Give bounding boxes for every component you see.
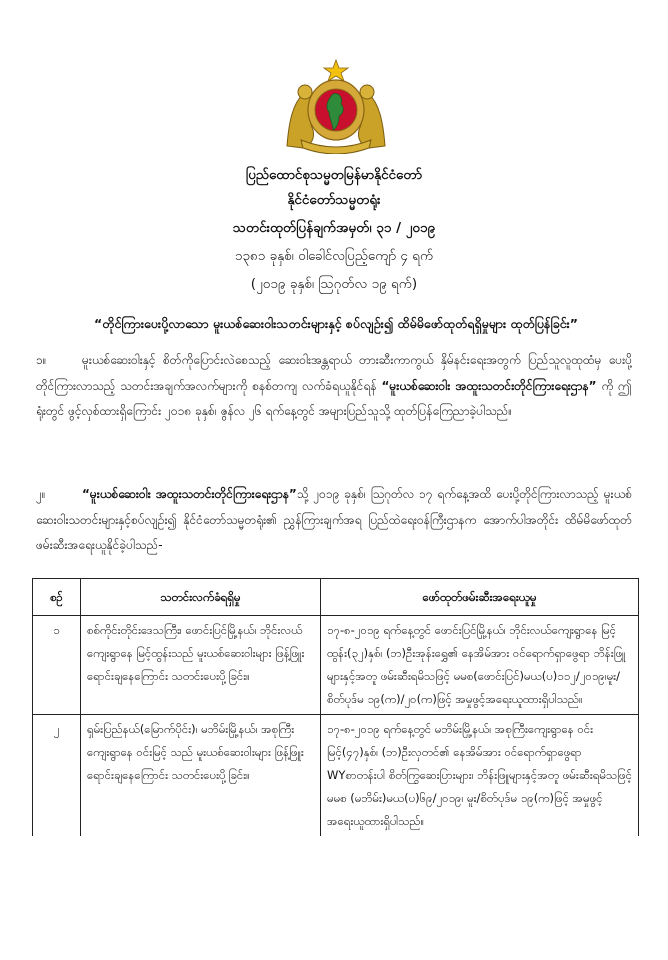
document-title: “တိုင်ကြားပေးပို့လာသော မူးယစ်ဆေးဝါးသတင်းများနှင့် စပ်လျဉ်း၍ ထိမ်မိဖော်ထုတ်ရရှိမှုများ ထုတ်ပြန်ခြင်း” <box>94 316 578 331</box>
paragraph-text: ကို ဤရုံးတွင် ဖွင့်လှစ်ထားရှိကြောင်း ၂၀၁၈ ခုနှစ်၊ ဇွန်လ ၂၆ ရက်နေ့တွင် အများပြည်သူသို့ ထုတ်ပြန်ကြေညာခဲ့ပါသည်။ <box>36 378 632 418</box>
table-row <box>33 715 639 837</box>
report-cell: စစ်ကိုင်းတိုင်းဒေသကြီး၊ ဖောင်းပြင်မြို့နယ်၊ ဘိုင်းလယ်ကျေးရွာနေ မြင့်ထွန်းသည် မူးယစ်ဆေးဝါးများ ဖြန့်ဖြူးရောင်းချနေကြောင်း သတင်းပေးပို့ခြင်း။ <box>81 616 321 715</box>
country-name: ပြည်ထောင်စုသမ္မတမြန်မာနိုင်ငံတော် <box>245 167 423 183</box>
row-number: ၁ <box>33 616 81 715</box>
paragraph-text: မူးယစ်ဆေးဝါးနှင့် စိတ်ကိုပြောင်းလဲစေသည့် ဆေးဝါးအန္တရာယ် တားဆီးကာကွယ် နှိမ်နင်းရေးအတွက် ပြည်သူလူထုထံမှ ပေးပို့တိုင်ကြားလာသည့် သတင်းအချက်အလက်များကို စနစ်တကျ လက်ခံရယူနိုင်ရန် <box>36 353 632 393</box>
column-header-action: ဖော်ထုတ်ဖမ်းဆီးအရေးယူမှု <box>321 579 639 616</box>
action-cell: ၁၇-၈-၂၀၁၉ ရက်နေ့တွင် မဘိမ်းမြို့နယ်၊ အစုကြီးကျေးရွာနေ ဝင်းမြင့်(၄၇)နှစ်၊ (ဘ)ဦးလှတင်၏ နေအိမ်အား ဝင်ရောက်ရှာဖွေရာ WYစာတန်းပါ စိတ်ကြွဆေးပြားများ၊ ဘိန်းဖြူများနှင့်အတူ ဖမ်းဆီးရမိသဖြင့် မမစ (မဘိမ်း)မယ(ပ)၆၉/၂၀၁၉၊ မူး/စိတ်ပုဒ်မ ၁၉(က)ဖြင့် အမှုဖွင့် အရေးယူထားရှိပါသည်။ <box>321 715 639 837</box>
report-cell: ရှမ်းပြည်နယ်(မြောက်ပိုင်း)၊ မဘိမ်းမြို့နယ်၊ အစုကြီးကျေးရွာနေ ဝင်းမြင့် သည် မူးယစ်ဆေးဝါးများ ဖြန့်ဖြူးရောင်းချနေကြောင်း သတင်းပေးပို့ခြင်း။ <box>81 715 321 837</box>
paragraph-2 <box>36 482 632 564</box>
gregorian-date: (၂၀၁၉ ခုနှစ်၊ ဩဂုတ်လ ၁၉ ရက်) <box>250 276 418 292</box>
department-name: “မူးယစ်ဆေးဝါး အထူးသတင်းတိုင်ကြားရေးဌာန” <box>82 487 297 501</box>
press-release-number: သတင်းထုတ်ပြန်ချက်အမှတ်၊ ၃၁ / ၂၀၁၉ <box>232 220 436 236</box>
state-seal-icon <box>283 58 389 154</box>
column-header-report: သတင်းလက်ခံရရှိမှု <box>81 579 321 616</box>
department-name: “မူးယစ်ဆေးဝါး အထူးသတင်းတိုင်ကြားရေးဌာန” <box>381 378 597 393</box>
seizure-table <box>32 578 639 836</box>
table-header-row <box>33 579 639 616</box>
column-header-no: စဉ် <box>33 579 81 616</box>
row-number: ၂ <box>33 715 81 837</box>
table-row <box>33 616 639 715</box>
paragraph-number: ၁။ <box>36 353 47 367</box>
action-cell: ၁၇-၈-၂၀၁၉ ရက်နေ့တွင် ဖောင်းပြင်မြို့နယ်၊ ဘိုင်းလယ်ကျေးရွာနေ မြင့်ထွန်း(၃၂)နှစ်၊ (ဘ)ဦးအုန်းရွှေ၏ နေအိမ်အား ဝင်ရောက်ရှာဖွေရာ ဘိန်းဖြူများနှင့်အတူ ဖမ်းဆီးရမိသဖြင့် မမစ(ဖောင်းပြင်)မယ(ပ)၁၁၂/၂၀၁၉၊မူး/စိတ်ပုဒ်မ ၁၉(က)/၂၀(က)ဖြင့် အမှုဖွင့်အရေးယူထားရှိပါသည်။ <box>321 616 639 715</box>
paragraph-text: သို့ ၂၀၁၉ ခုနှစ်၊ ဩဂုတ်လ ၁၇ ရက်နေ့အထိ ပေးပို့တိုင်ကြားလာသည့် မူးယစ်ဆေးဝါးသတင်းများနှင့်စပ်လျဉ်း၍ နိုင်ငံတော်သမ္မတရုံး၏ ညွှန်ကြားချက်အရ ပြည်ထဲရေးဝန်ကြီးဌာနက အောက်ပါအတိုင်း ထိမ်မိဖော်ထုတ်ဖမ်းဆီးအရေးယူနိုင်ခဲ့ပါသည်- <box>36 487 632 552</box>
myanmar-date: ၁၃၈၁ ခုနှစ်၊ ဝါခေါင်လပြည့်ကျော် ၄ ရက် <box>234 248 434 264</box>
paragraph-1 <box>36 348 632 470</box>
paragraph-number: ၂။ <box>36 487 46 501</box>
office-name: နိုင်ငံတော်သမ္မတရုံး <box>287 192 381 208</box>
